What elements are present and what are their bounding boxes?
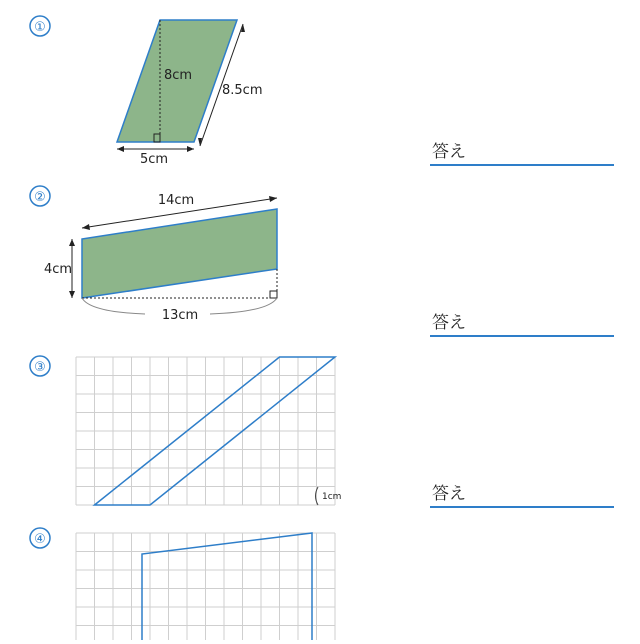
problem-2 bbox=[30, 186, 277, 323]
problem-number: ① bbox=[34, 20, 46, 35]
grid-3 bbox=[76, 357, 335, 505]
arrow-head bbox=[69, 239, 75, 246]
grid-4 bbox=[76, 533, 335, 640]
problem-number: ④ bbox=[34, 532, 46, 547]
bottom-label: 13cm bbox=[161, 308, 199, 323]
arrow-head bbox=[69, 291, 75, 298]
problem-number: ③ bbox=[34, 360, 46, 375]
right-angle-mark bbox=[270, 291, 277, 298]
problem-4 bbox=[30, 528, 335, 640]
arrow-head bbox=[117, 146, 124, 152]
problem-number: ② bbox=[34, 190, 46, 205]
height-label: 8cm bbox=[164, 68, 193, 83]
answer-line-3[interactable] bbox=[430, 480, 614, 508]
parallelogram-2 bbox=[82, 209, 277, 298]
base-label: 5cm bbox=[139, 152, 169, 167]
arrow-head bbox=[269, 196, 277, 202]
brace-right bbox=[210, 298, 277, 314]
problem-3 bbox=[30, 356, 341, 505]
side-label: 8.5cm bbox=[222, 83, 263, 98]
arrow-head bbox=[82, 224, 90, 230]
answer-line-1[interactable] bbox=[430, 138, 614, 166]
answer-label: 答え bbox=[432, 142, 466, 162]
brace-left bbox=[82, 298, 145, 314]
answer-line-2[interactable] bbox=[430, 309, 614, 337]
answer-label: 答え bbox=[432, 313, 466, 333]
parallelogram-4 bbox=[142, 533, 312, 640]
height-label: 4cm bbox=[44, 262, 73, 277]
problem-1 bbox=[30, 16, 263, 167]
unit-label: 1cm bbox=[322, 492, 342, 502]
arrow-head bbox=[187, 146, 194, 152]
answer-label: 答え bbox=[432, 484, 466, 504]
top-label: 14cm bbox=[157, 193, 195, 208]
